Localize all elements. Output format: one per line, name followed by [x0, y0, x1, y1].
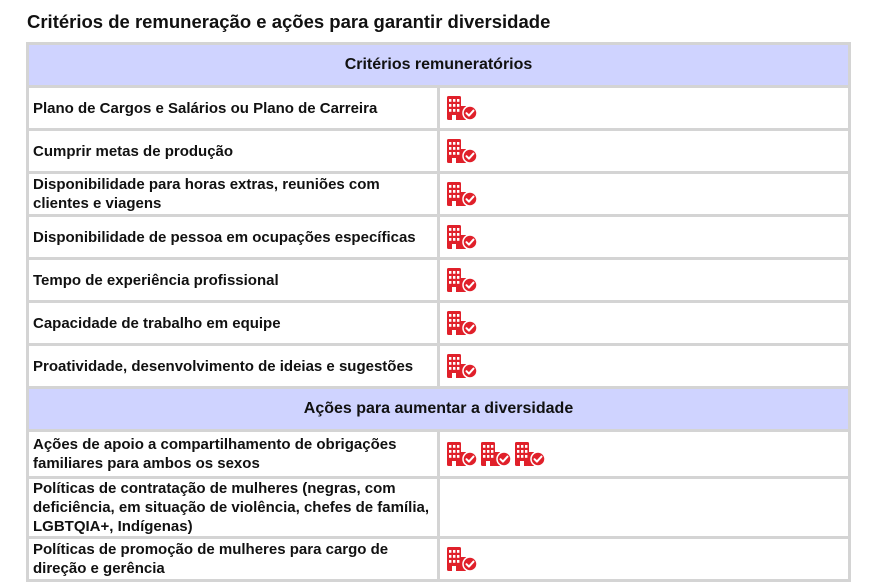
- table-row: [28, 345, 850, 388]
- table-row: [28, 216, 850, 259]
- row-label: Políticas de contratação de mulheres (negras, com deficiência, em situação de violência, chefes de família, LGBTQIA+, Indígenas): [28, 478, 439, 538]
- company-check-icon: [446, 266, 478, 294]
- company-check-icon: [446, 137, 478, 165]
- row-label: Políticas de promoção de mulheres para cargo de direção e gerência: [28, 538, 439, 581]
- row-label: Disponibilidade para horas extras, reuniões com clientes e viagens: [28, 173, 439, 216]
- table-row: [28, 538, 850, 581]
- company-check-icon: [446, 94, 478, 122]
- section-header: Ações para aumentar a diversidade: [28, 388, 850, 431]
- company-check-icon: [480, 440, 512, 468]
- company-check-icon: [446, 309, 478, 337]
- row-icons: [439, 478, 850, 538]
- row-icons: [439, 538, 850, 581]
- row-label: Proatividade, desenvolvimento de ideias e sugestões: [28, 345, 439, 388]
- row-label: Ações de apoio a compartilhamento de obrigações familiares para ambos os sexos: [28, 431, 439, 478]
- page-title: Critérios de remuneração e ações para garantir diversidade: [27, 11, 551, 32]
- row-icons: [439, 216, 850, 259]
- row-icons: [439, 87, 850, 130]
- row-label: Capacidade de trabalho em equipe: [28, 302, 439, 345]
- table-row: [28, 173, 850, 216]
- table-row: [28, 302, 850, 345]
- row-icons: [439, 173, 850, 216]
- company-check-icon: [446, 223, 478, 251]
- criteria-table: [26, 42, 851, 582]
- section-header-row: [28, 388, 850, 431]
- row-icons: [439, 302, 850, 345]
- row-label: Disponibilidade de pessoa em ocupações específicas: [28, 216, 439, 259]
- company-check-icon: [446, 180, 478, 208]
- row-label: Plano de Cargos e Salários ou Plano de Carreira: [28, 87, 439, 130]
- company-check-icon: [514, 440, 546, 468]
- table-row: [28, 478, 850, 538]
- row-label: Cumprir metas de produção: [28, 130, 439, 173]
- row-icons: [439, 259, 850, 302]
- row-icons: [439, 345, 850, 388]
- table-row: [28, 259, 850, 302]
- section-header: Critérios remuneratórios: [28, 44, 850, 87]
- company-check-icon: [446, 440, 478, 468]
- row-label: Tempo de experiência profissional: [28, 259, 439, 302]
- company-check-icon: [446, 352, 478, 380]
- company-check-icon: [446, 545, 478, 573]
- table-row: [28, 130, 850, 173]
- table-row: [28, 87, 850, 130]
- row-icons: [439, 431, 850, 478]
- table-row: [28, 431, 850, 478]
- section-header-row: [28, 44, 850, 87]
- row-icons: [439, 130, 850, 173]
